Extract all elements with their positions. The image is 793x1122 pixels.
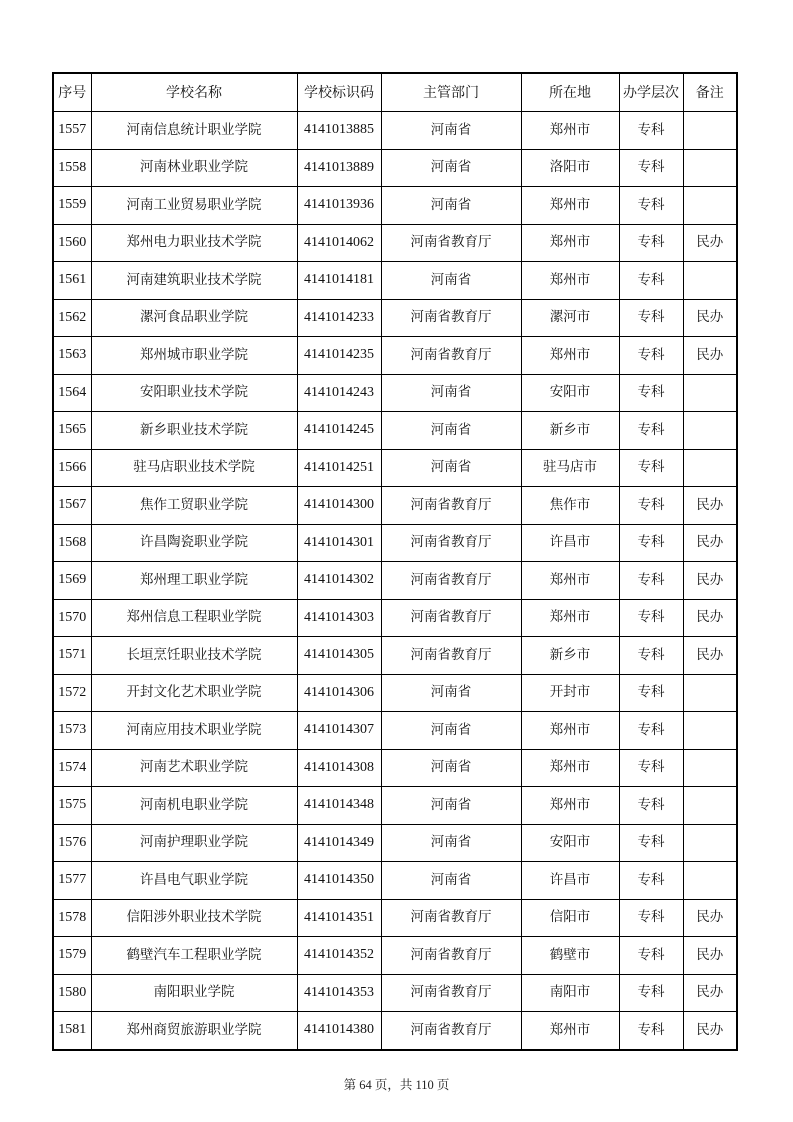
location-cell: 新乡市 [521,412,619,450]
school-name-cell: 漯河食品职业学院 [91,299,297,337]
remark-cell [683,187,737,225]
row-index-cell: 1574 [53,749,91,787]
school-name-cell: 郑州电力职业技术学院 [91,224,297,262]
department-cell: 河南省教育厅 [381,299,521,337]
table-row [53,112,737,150]
school-code-cell: 4141014062 [297,224,381,262]
remark-cell: 民办 [683,299,737,337]
header-index: 序号 [53,73,91,112]
department-cell: 河南省 [381,862,521,900]
table-row [53,374,737,412]
row-index-cell: 1558 [53,149,91,187]
table-row [53,637,737,675]
location-cell: 鹤壁市 [521,937,619,975]
school-name-cell: 鹤壁汽车工程职业学院 [91,937,297,975]
school-name-cell: 焦作工贸职业学院 [91,487,297,525]
row-index-cell: 1571 [53,637,91,675]
school-name-cell: 信阳涉外职业技术学院 [91,899,297,937]
header-row [53,73,737,112]
department-cell: 河南省教育厅 [381,524,521,562]
department-cell: 河南省 [381,187,521,225]
location-cell: 郑州市 [521,712,619,750]
table-row [53,937,737,975]
table-body [53,112,737,1050]
school-name-cell: 郑州理工职业学院 [91,562,297,600]
department-cell: 河南省 [381,787,521,825]
remark-cell [683,712,737,750]
school-code-cell: 4141014306 [297,674,381,712]
level-cell: 专科 [619,112,683,150]
school-name-cell: 南阳职业学院 [91,974,297,1012]
school-name-cell: 开封文化艺术职业学院 [91,674,297,712]
table-row [53,149,737,187]
department-cell: 河南省 [381,412,521,450]
school-code-cell: 4141014348 [297,787,381,825]
table-row [53,974,737,1012]
school-code-cell: 4141014305 [297,637,381,675]
location-cell: 许昌市 [521,862,619,900]
department-cell: 河南省教育厅 [381,599,521,637]
remark-cell [683,262,737,300]
row-index-cell: 1568 [53,524,91,562]
remark-cell: 民办 [683,224,737,262]
level-cell: 专科 [619,562,683,600]
level-cell: 专科 [619,449,683,487]
level-cell: 专科 [619,299,683,337]
table-row [53,862,737,900]
remark-cell: 民办 [683,524,737,562]
location-cell: 信阳市 [521,899,619,937]
location-cell: 郑州市 [521,187,619,225]
level-cell: 专科 [619,412,683,450]
row-index-cell: 1576 [53,824,91,862]
school-code-cell: 4141014349 [297,824,381,862]
row-index-cell: 1579 [53,937,91,975]
remark-cell [683,749,737,787]
level-cell: 专科 [619,937,683,975]
row-index-cell: 1580 [53,974,91,1012]
header-location: 所在地 [521,73,619,112]
remark-cell: 民办 [683,562,737,600]
department-cell: 河南省 [381,112,521,150]
school-code-cell: 4141014352 [297,937,381,975]
row-index-cell: 1577 [53,862,91,900]
location-cell: 新乡市 [521,637,619,675]
school-name-cell: 河南应用技术职业学院 [91,712,297,750]
remark-cell: 民办 [683,487,737,525]
table-row [53,674,737,712]
level-cell: 专科 [619,637,683,675]
department-cell: 河南省教育厅 [381,899,521,937]
school-code-cell: 4141014302 [297,562,381,600]
school-code-cell: 4141014353 [297,974,381,1012]
school-name-cell: 长垣烹饪职业技术学院 [91,637,297,675]
school-code-cell: 4141013885 [297,112,381,150]
department-cell: 河南省 [381,712,521,750]
department-cell: 河南省教育厅 [381,562,521,600]
school-code-cell: 4141014350 [297,862,381,900]
row-index-cell: 1572 [53,674,91,712]
remark-cell: 民办 [683,899,737,937]
location-cell: 郑州市 [521,112,619,150]
school-code-cell: 4141014300 [297,487,381,525]
level-cell: 专科 [619,824,683,862]
level-cell: 专科 [619,524,683,562]
school-code-cell: 4141014301 [297,524,381,562]
department-cell: 河南省教育厅 [381,1012,521,1050]
table-row [53,262,737,300]
school-code-cell: 4141014351 [297,899,381,937]
department-cell: 河南省 [381,674,521,712]
school-code-cell: 4141014235 [297,337,381,375]
department-cell: 河南省 [381,262,521,300]
location-cell: 漯河市 [521,299,619,337]
level-cell: 专科 [619,149,683,187]
row-index-cell: 1562 [53,299,91,337]
school-name-cell: 河南林业职业学院 [91,149,297,187]
remark-cell [683,412,737,450]
row-index-cell: 1569 [53,562,91,600]
department-cell: 河南省 [381,749,521,787]
level-cell: 专科 [619,787,683,825]
level-cell: 专科 [619,974,683,1012]
remark-cell [683,787,737,825]
header-school-name: 学校名称 [91,73,297,112]
location-cell: 郑州市 [521,599,619,637]
location-cell: 郑州市 [521,787,619,825]
row-index-cell: 1557 [53,112,91,150]
remark-cell [683,674,737,712]
table-row [53,712,737,750]
location-cell: 郑州市 [521,224,619,262]
department-cell: 河南省 [381,374,521,412]
location-cell: 洛阳市 [521,149,619,187]
department-cell: 河南省教育厅 [381,937,521,975]
remark-cell [683,112,737,150]
row-index-cell: 1570 [53,599,91,637]
school-code-cell: 4141013889 [297,149,381,187]
school-name-cell: 许昌陶瓷职业学院 [91,524,297,562]
department-cell: 河南省 [381,824,521,862]
school-name-cell: 驻马店职业技术学院 [91,449,297,487]
table-row [53,412,737,450]
department-cell: 河南省 [381,149,521,187]
row-index-cell: 1561 [53,262,91,300]
department-cell: 河南省教育厅 [381,637,521,675]
location-cell: 安阳市 [521,824,619,862]
table-row [53,1012,737,1050]
table-row [53,337,737,375]
location-cell: 驻马店市 [521,449,619,487]
location-cell: 郑州市 [521,562,619,600]
school-name-cell: 郑州信息工程职业学院 [91,599,297,637]
remark-cell: 民办 [683,637,737,675]
row-index-cell: 1559 [53,187,91,225]
level-cell: 专科 [619,712,683,750]
school-code-cell: 4141014251 [297,449,381,487]
location-cell: 焦作市 [521,487,619,525]
row-index-cell: 1560 [53,224,91,262]
row-index-cell: 1566 [53,449,91,487]
header-school-code: 学校标识码 [297,73,381,112]
school-name-cell: 新乡职业技术学院 [91,412,297,450]
table-row [53,899,737,937]
remark-cell: 民办 [683,974,737,1012]
school-name-cell: 郑州商贸旅游职业学院 [91,1012,297,1050]
row-index-cell: 1578 [53,899,91,937]
location-cell: 郑州市 [521,1012,619,1050]
table-row [53,599,737,637]
table-row [53,749,737,787]
school-name-cell: 许昌电气职业学院 [91,862,297,900]
level-cell: 专科 [619,749,683,787]
header-remark: 备注 [683,73,737,112]
location-cell: 许昌市 [521,524,619,562]
department-cell: 河南省教育厅 [381,337,521,375]
remark-cell [683,449,737,487]
level-cell: 专科 [619,187,683,225]
location-cell: 安阳市 [521,374,619,412]
row-index-cell: 1575 [53,787,91,825]
remark-cell [683,824,737,862]
table-row [53,562,737,600]
level-cell: 专科 [619,262,683,300]
department-cell: 河南省教育厅 [381,974,521,1012]
school-code-cell: 4141014181 [297,262,381,300]
table-row [53,824,737,862]
school-name-cell: 河南工业贸易职业学院 [91,187,297,225]
level-cell: 专科 [619,674,683,712]
school-name-cell: 郑州城市职业学院 [91,337,297,375]
school-name-cell: 河南信息统计职业学院 [91,112,297,150]
row-index-cell: 1565 [53,412,91,450]
level-cell: 专科 [619,862,683,900]
row-index-cell: 1567 [53,487,91,525]
school-name-cell: 安阳职业技术学院 [91,374,297,412]
remark-cell: 民办 [683,937,737,975]
level-cell: 专科 [619,487,683,525]
table-row [53,299,737,337]
level-cell: 专科 [619,1012,683,1050]
remark-cell: 民办 [683,1012,737,1050]
department-cell: 河南省教育厅 [381,224,521,262]
school-code-cell: 4141014308 [297,749,381,787]
school-name-cell: 河南机电职业学院 [91,787,297,825]
school-code-cell: 4141014233 [297,299,381,337]
school-name-cell: 河南护理职业学院 [91,824,297,862]
school-code-cell: 4141014303 [297,599,381,637]
table-row [53,787,737,825]
level-cell: 专科 [619,899,683,937]
table-row [53,449,737,487]
level-cell: 专科 [619,374,683,412]
remark-cell [683,862,737,900]
location-cell: 郑州市 [521,337,619,375]
remark-cell [683,374,737,412]
school-name-cell: 河南建筑职业技术学院 [91,262,297,300]
location-cell: 南阳市 [521,974,619,1012]
school-name-cell: 河南艺术职业学院 [91,749,297,787]
table-row [53,187,737,225]
school-code-cell: 4141014243 [297,374,381,412]
level-cell: 专科 [619,599,683,637]
location-cell: 郑州市 [521,262,619,300]
department-cell: 河南省教育厅 [381,487,521,525]
row-index-cell: 1564 [53,374,91,412]
level-cell: 专科 [619,337,683,375]
department-cell: 河南省 [381,449,521,487]
school-code-cell: 4141014245 [297,412,381,450]
remark-cell: 民办 [683,337,737,375]
school-list-table [52,72,738,1051]
table-header [53,73,737,112]
remark-cell: 民办 [683,599,737,637]
row-index-cell: 1573 [53,712,91,750]
row-index-cell: 1581 [53,1012,91,1050]
page-footer: 第 64 页，共 110 页 [343,1078,450,1092]
location-cell: 郑州市 [521,749,619,787]
remark-cell [683,149,737,187]
school-code-cell: 4141014307 [297,712,381,750]
row-index-cell: 1563 [53,337,91,375]
header-department: 主管部门 [381,73,521,112]
table-row [53,524,737,562]
school-code-cell: 4141014380 [297,1012,381,1050]
header-level: 办学层次 [619,73,683,112]
level-cell: 专科 [619,224,683,262]
school-code-cell: 4141013936 [297,187,381,225]
location-cell: 开封市 [521,674,619,712]
table-row [53,224,737,262]
table-row [53,487,737,525]
